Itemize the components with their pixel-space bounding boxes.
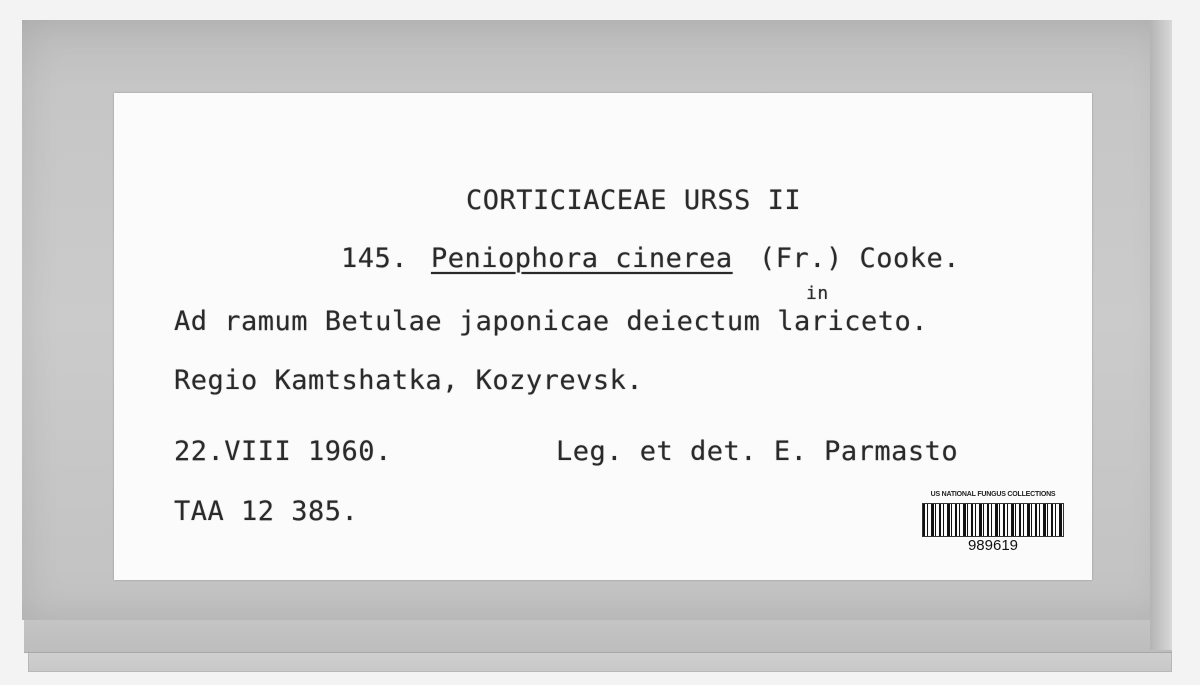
- handwritten-insert: in: [806, 283, 829, 304]
- label-header: CORTICIACEAE URSS II: [466, 185, 802, 216]
- barcode-title: US NATIONAL FUNGUS COLLECTIONS: [930, 491, 1056, 498]
- species-authority: (Fr.) Cooke.: [759, 243, 961, 274]
- packet-right-edge: [1150, 20, 1172, 650]
- specimen-number: 145.: [341, 243, 409, 274]
- substrate-line: Ad ramum Betulae japonicae deiectum lariceto.: [174, 306, 928, 337]
- barcode-icon: [922, 503, 1064, 537]
- barcode-label: [918, 491, 1068, 559]
- barcode-number: 989619: [967, 537, 1019, 554]
- accession-number: TAA 12 385.: [174, 496, 359, 527]
- locality-line: Regio Kamtshatka, Kozyrevsk.: [174, 365, 644, 396]
- collection-date: 22.VIII 1960.: [174, 436, 392, 467]
- specimen-label: [114, 93, 1092, 580]
- collector-line: Leg. et det. E. Parmasto: [556, 436, 959, 467]
- species-name: Peniophora cinerea: [431, 243, 733, 274]
